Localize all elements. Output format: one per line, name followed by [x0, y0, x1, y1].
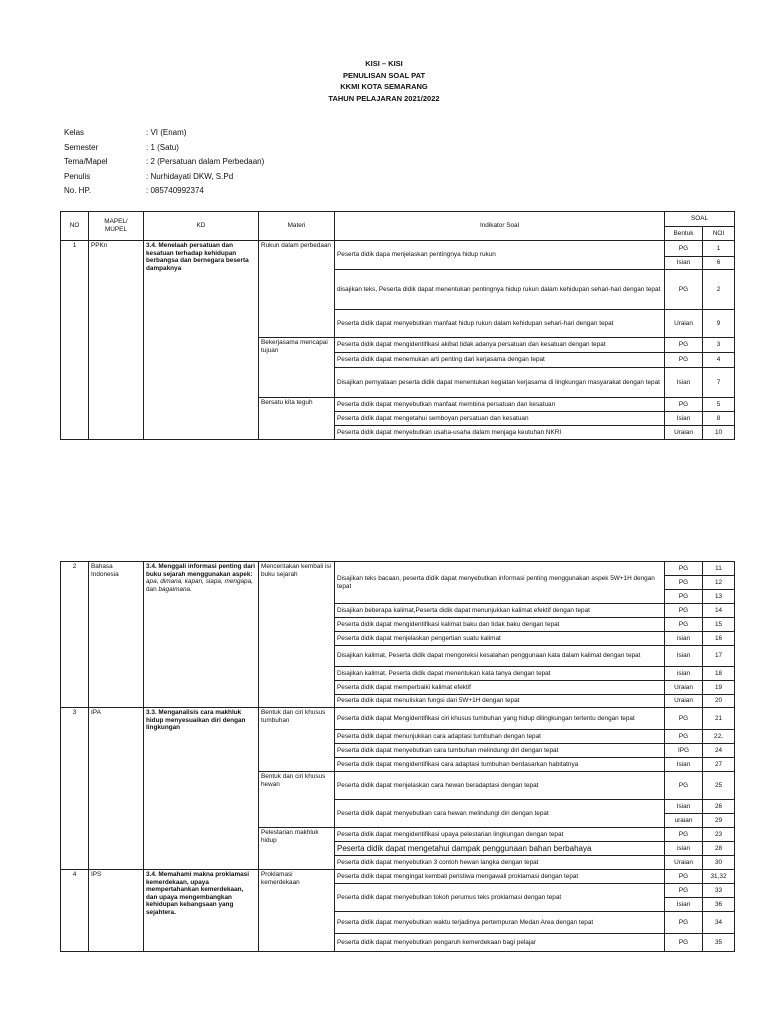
- table-row: [61, 562, 735, 576]
- noi-cell: 18: [703, 667, 735, 681]
- table-header-row: [61, 212, 735, 227]
- bentuk-cell: PG: [665, 870, 703, 884]
- kisi-table-ppkn: [60, 211, 735, 440]
- noi-cell: 21: [703, 708, 735, 730]
- indikator-cell: Disajikan beberapa kalimat,Peserta didik dapat menunjukkan kalimat efektif dengan tepat: [335, 604, 665, 618]
- noi-cell: 33: [703, 884, 735, 898]
- bentuk-cell: PG: [665, 912, 703, 934]
- materi-cell: Bersatu kita teguh: [259, 398, 335, 440]
- noi-cell: 36: [703, 898, 735, 912]
- indikator-cell: Peserta didik dapat menjelaskan cara hewan beradaptasi dengan tepat: [335, 772, 665, 800]
- indikator-cell: Peserta didik dapat menjelaskan pengertian suatu kalimat: [335, 632, 665, 646]
- info-label: No. HP.: [64, 186, 91, 196]
- bentuk-cell: PG: [665, 618, 703, 632]
- noi-cell: 15: [703, 618, 735, 632]
- row-number: 4: [61, 870, 89, 952]
- kisi-table-continued: [60, 561, 735, 952]
- noi-cell: 2: [703, 270, 735, 310]
- info-value: : 2 (Persatuan dalam Perbedaan): [146, 157, 265, 167]
- noi-cell: 13: [703, 590, 735, 604]
- noi-cell: 4: [703, 353, 735, 368]
- header-organization: KKMI KOTA SEMARANG: [340, 82, 428, 92]
- indikator-cell: Peserta didik dapat menyebutkan manfaat membina persatuan dan kesatuan: [335, 398, 665, 412]
- table-row: [61, 708, 735, 730]
- materi-cell: Bentuk dan ciri khusus tumbuhan: [259, 708, 335, 772]
- indikator-cell: Peserta didik dapat menyebutkan usaha-usaha dalam menjaga keutuhan NKRI: [335, 426, 665, 440]
- col-header-noi: NOI: [703, 227, 735, 241]
- noi-cell: 26: [703, 800, 735, 814]
- materi-cell: Proklamasi kemerdekaan: [259, 870, 335, 952]
- noi-cell: 17: [703, 646, 735, 667]
- materi-cell: Bentuk dan ciri khusus hewan: [259, 772, 335, 828]
- bentuk-cell: Isian: [665, 257, 703, 270]
- indikator-cell: Peserta didik dapat menunjukkan cara adaptasi tumbuhan dengan tepat: [335, 730, 665, 744]
- noi-cell: 10: [703, 426, 735, 440]
- bentuk-cell: PG: [665, 772, 703, 800]
- bentuk-cell: isian: [665, 632, 703, 646]
- noi-cell: 5: [703, 398, 735, 412]
- bentuk-cell: PG: [665, 828, 703, 842]
- bentuk-cell: Uraian: [665, 856, 703, 870]
- noi-cell: 8: [703, 412, 735, 426]
- bentuk-cell: PG: [665, 708, 703, 730]
- indikator-cell: Peserta didik dapat menyebutkan waktu terjadinya pertempuran Medan Area dengan tepat: [335, 912, 665, 934]
- header-year: TAHUN PELAJARAN 2021/2022: [328, 93, 440, 103]
- info-value: : VI (Enam): [146, 128, 187, 137]
- bentuk-cell: PG: [665, 270, 703, 310]
- noi-cell: 6: [703, 257, 735, 270]
- noi-cell: 20: [703, 695, 735, 708]
- indikator-cell: Peserta didik dapat mengidentifikasi akibat tidak adanya persatuan dan kesatuan dengan tepat: [335, 338, 665, 353]
- mapel-cell: IPA: [89, 708, 144, 870]
- noi-cell: 30: [703, 856, 735, 870]
- materi-cell: Rukun dalam perbedaan: [259, 241, 335, 338]
- kd-cell: 3.3. Menganalisis cara makhluk hidup menyesuaikan diri dengan lingkungan: [144, 708, 259, 870]
- noi-cell: 7: [703, 368, 735, 398]
- col-header-kd: KD: [144, 212, 259, 241]
- bentuk-cell: PG: [665, 338, 703, 353]
- indikator-cell: Peserta didik dapat mengidentifikasi kalimat baku dan tidak baku dengan tepat: [335, 618, 665, 632]
- info-value: : 1 (Satu): [146, 142, 179, 152]
- kd-cell: 3.4. Menggali informasi penting dari buku sejarah menggunakan aspek: apa, dimana, kapan, siapa, mengapa, dan bagaimana.: [144, 562, 259, 708]
- noi-cell: 25: [703, 772, 735, 800]
- info-label: Semester: [64, 142, 99, 152]
- bentuk-cell: IPG: [665, 744, 703, 758]
- info-value: : 085740992374: [146, 186, 204, 196]
- noi-cell: 31,32: [703, 870, 735, 884]
- col-header-mapel: MAPEL/ MUPEL: [89, 212, 144, 241]
- col-header-indikator: Indikator Soal: [335, 212, 665, 241]
- col-header-soal: SOAL: [665, 212, 735, 227]
- indikator-cell: Peserta didik dapat mengingat kembali peristiwa mengawali proklamasi dengan tepat: [335, 870, 665, 884]
- noi-cell: 35: [703, 934, 735, 952]
- bentuk-cell: Isian: [665, 412, 703, 426]
- info-block: [64, 126, 264, 199]
- bentuk-cell: Isian: [665, 758, 703, 772]
- indikator-cell: Peserta didik dapat mengidentifikasi cara adaptasi tumbuhan berdasarkan habitatnya: [335, 758, 665, 772]
- noi-cell: 34: [703, 912, 735, 934]
- indikator-cell: Peserta didik dapa menjelaskan pentingnya hidup rukun: [335, 241, 665, 270]
- indikator-cell: Peserta didik dapat menyebutkan pengaruh kemerdekaan bagi pelajar: [335, 934, 665, 952]
- mapel-cell: Bahasa Indonesia: [89, 562, 144, 708]
- mapel-cell: IPS: [89, 870, 144, 952]
- indikator-cell: Peserta didik dapat menyebutkan tokoh perumus teks proklamasi dengan tepat: [335, 884, 665, 912]
- bentuk-cell: PG: [665, 398, 703, 412]
- indikator-cell: Peserta didik dapat mengetahui semboyan persatuan dan kesatuan: [335, 412, 665, 426]
- indikator-cell: Peserta didik dapat menemukan arti penting dari kerjasama dengan tepat: [335, 353, 665, 368]
- indikator-cell: Disajikan pernyataan peserta didik dapat menentukan kegiatan kerjasama di lingkungan masyarakat dengan tepat: [335, 368, 665, 398]
- noi-cell: 19: [703, 681, 735, 695]
- bentuk-cell: Uraian: [665, 695, 703, 708]
- noi-cell: 9: [703, 310, 735, 338]
- noi-cell: 14: [703, 604, 735, 618]
- noi-cell: 27: [703, 758, 735, 772]
- bentuk-cell: uraian: [665, 814, 703, 828]
- header-subtitle: PENULISAN SOAL PAT: [342, 70, 426, 80]
- bentuk-cell: Isian: [665, 368, 703, 398]
- bentuk-cell: PG: [665, 353, 703, 368]
- indikator-cell: Peserta didik dapat mengidentifikasi upaya pelestarian lingkungan dengan tepat: [335, 828, 665, 842]
- info-row: [64, 126, 264, 141]
- bentuk-cell: PG: [665, 884, 703, 898]
- bentuk-cell: PG: [665, 562, 703, 576]
- noi-cell: 3: [703, 338, 735, 353]
- info-row: [64, 170, 264, 185]
- indikator-cell: Peserta didik dapat menyebutkan cara hewan melindungi diri dengan tepat: [335, 800, 665, 828]
- indikator-cell: disajikan teks, Peserta didik dapat menentukan pentingnya hidup rukun dalam kehidupan sehari-hari dengan tepat: [335, 270, 665, 310]
- indikator-cell: Peserta didik dapat memperbaiki kalimat efektif: [335, 681, 665, 695]
- materi-cell: Pelestarian makhluk hidup: [259, 828, 335, 870]
- row-number: 1: [61, 241, 89, 440]
- noi-cell: 29: [703, 814, 735, 828]
- bentuk-cell: Uraian: [665, 310, 703, 338]
- noi-cell: 24: [703, 744, 735, 758]
- col-header-no: NO: [61, 212, 89, 241]
- noi-cell: 23: [703, 828, 735, 842]
- info-label: Tema/Mapel: [64, 157, 108, 167]
- document-header: [0, 58, 768, 104]
- bentuk-cell: Isian: [665, 800, 703, 814]
- noi-cell: 16: [703, 632, 735, 646]
- kd-cell: 3.4. Menelaah persatuan dan kesatuan terhadap kehidupan berbangsa dan bernegara beserta dampaknya: [144, 241, 259, 440]
- mapel-cell: PPKn: [89, 241, 144, 440]
- bentuk-cell: PG: [665, 730, 703, 744]
- indikator-cell: Disajikan kalimat, Peserta didik dapat menentukan kata tanya dengan tepat: [335, 667, 665, 681]
- indikator-cell: Disajikan teks bacaan, peserta didik dapat menyebutkan informasi penting menggunakan aspek 5W+1H dengan tepat: [335, 562, 665, 604]
- indikator-cell: Peserta didik dapat menyebutkan cara tumbuhan melindungi diri dengan tepat: [335, 744, 665, 758]
- indikator-cell: Disajikan kalimat, Peserta didik dapat mengoreksi kesalahan penggunaan kata dalam kalimat dengan tepat: [335, 646, 665, 667]
- col-header-bentuk: Bentuk: [665, 227, 703, 241]
- materi-cell: Menceritakan kembali isi buku sejarah: [259, 562, 335, 708]
- info-row: [64, 155, 264, 170]
- noi-cell: 22,: [703, 730, 735, 744]
- noi-cell: 28: [703, 842, 735, 856]
- bentuk-cell: Uraian: [665, 681, 703, 695]
- bentuk-cell: Isian: [665, 646, 703, 667]
- indikator-cell: Peserta didik dapat menuliskan fungsi dari 5W+1H dengan tepat: [335, 695, 665, 708]
- indikator-cell: Peserta didik dapat Mengidentifikasi ciri khusus tumbuhan yang hidup dilingkungan tertentu dengan tepat: [335, 708, 665, 730]
- kd-cell: 3.4. Memahami makna proklamasi kemerdekaan, upaya mempertahankan kemerdekaan, dan upaya mengembangkan kehidupan kebangsaan yang sejahtera.: [144, 870, 259, 952]
- bentuk-cell: PG: [665, 241, 703, 257]
- bentuk-cell: isian: [665, 842, 703, 856]
- info-row: [64, 184, 264, 199]
- row-number: 3: [61, 708, 89, 870]
- indikator-cell: Peserta didik dapat menyebutkan 3 contoh hewan langka dengan tepat: [335, 856, 665, 870]
- noi-cell: 11: [703, 562, 735, 576]
- noi-cell: 1: [703, 241, 735, 257]
- indikator-cell: Peserta didik dapat mengetahui dampak penggunaan bahan berbahaya: [335, 842, 665, 856]
- bentuk-cell: Uraian: [665, 426, 703, 440]
- row-number: 2: [61, 562, 89, 708]
- info-row: [64, 141, 264, 156]
- bentuk-cell: isian: [665, 667, 703, 681]
- noi-cell: 12: [703, 576, 735, 590]
- info-label: Penulis: [64, 171, 91, 181]
- bentuk-cell: PG: [665, 590, 703, 604]
- info-label: Kelas: [64, 128, 85, 137]
- bentuk-cell: PG: [665, 934, 703, 952]
- bentuk-cell: PG: [665, 604, 703, 618]
- table-row: [61, 241, 735, 257]
- bentuk-cell: Isian: [665, 898, 703, 912]
- table-row: [61, 870, 735, 884]
- col-header-materi: Materi: [259, 212, 335, 241]
- header-title: KISI – KISI: [365, 59, 403, 68]
- info-value: : Nurhidayati DKW, S.Pd: [146, 171, 234, 181]
- bentuk-cell: PG: [665, 576, 703, 590]
- materi-cell: Bekerjasama mencapai tujuan: [259, 338, 335, 398]
- indikator-cell: Peserta didik dapat menyebutkan manfaat hidup rukun dalam kehidupan sehari-hari dengan tepat: [335, 310, 665, 338]
